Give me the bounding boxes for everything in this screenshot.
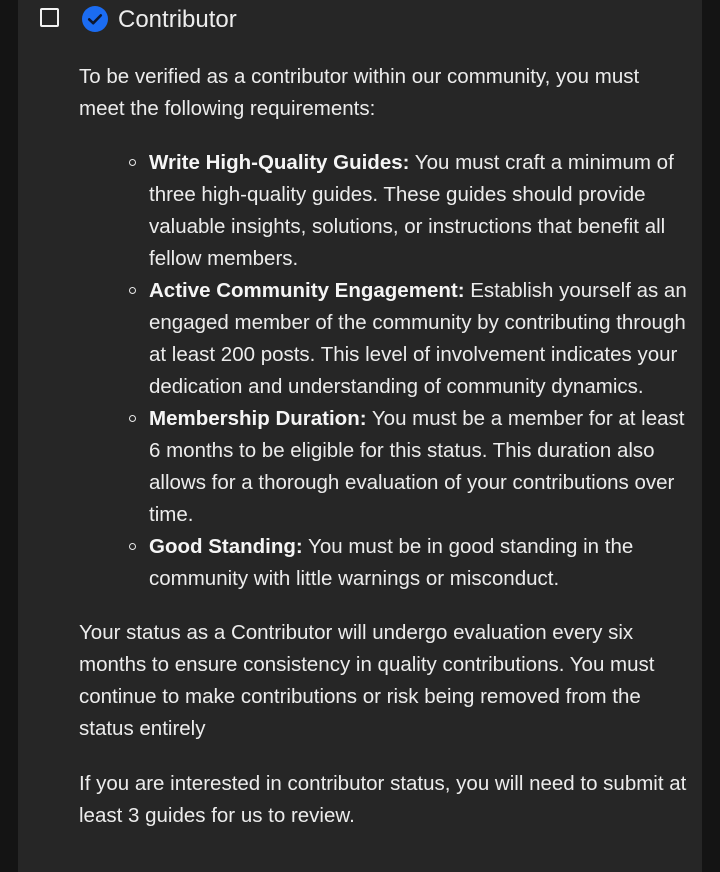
requirement-title: Write High-Quality Guides: <box>149 151 410 174</box>
requirement-item <box>149 147 689 275</box>
bullet-icon <box>129 415 136 422</box>
contributor-checkbox[interactable] <box>40 8 59 27</box>
requirement-item <box>149 403 689 531</box>
evaluation-paragraph: Your status as a Contributor will undergo evaluation every six months to ensure consistency in quality contributions. You must continue to make contributions or risk being removed from the status entirely <box>79 621 655 740</box>
requirement-text: You must be a member for at least 6 months to be eligible for this status. This duration also allows for a thorough evaluation of your contributions over time. <box>149 407 685 526</box>
requirement-text: Establish yourself as an engaged member of the community by contributing through at least 200 posts. This level of involvement indicates your dedication and understanding of community dynamics. <box>149 279 687 398</box>
bullet-icon <box>129 159 136 166</box>
requirement-title: Membership Duration: <box>149 407 367 430</box>
requirement-text: You must be in good standing in the community with little warnings or misconduct. <box>149 535 634 590</box>
requirements-list <box>79 147 689 595</box>
intro-paragraph: To be verified as a contributor within our community, you must meet the following requirements: <box>79 65 640 120</box>
verified-badge-icon <box>81 5 109 33</box>
requirement-item <box>149 531 689 595</box>
bullet-icon <box>129 543 136 550</box>
card-body <box>79 61 689 832</box>
apply-paragraph: If you are interested in contributor status, you will need to submit at least 3 guides for us to review. <box>79 772 687 827</box>
requirement-text: You must craft a minimum of three high-quality guides. These guides should provide valuable insights, solutions, or instructions that benefit all fellow members. <box>149 151 674 270</box>
bullet-icon <box>129 287 136 294</box>
requirement-title: Active Community Engagement: <box>149 279 465 302</box>
card-title: Contributor <box>118 6 237 33</box>
contributor-card <box>18 0 702 872</box>
requirement-title: Good Standing: <box>149 535 303 558</box>
requirement-item <box>149 275 689 403</box>
card-header <box>18 0 702 40</box>
